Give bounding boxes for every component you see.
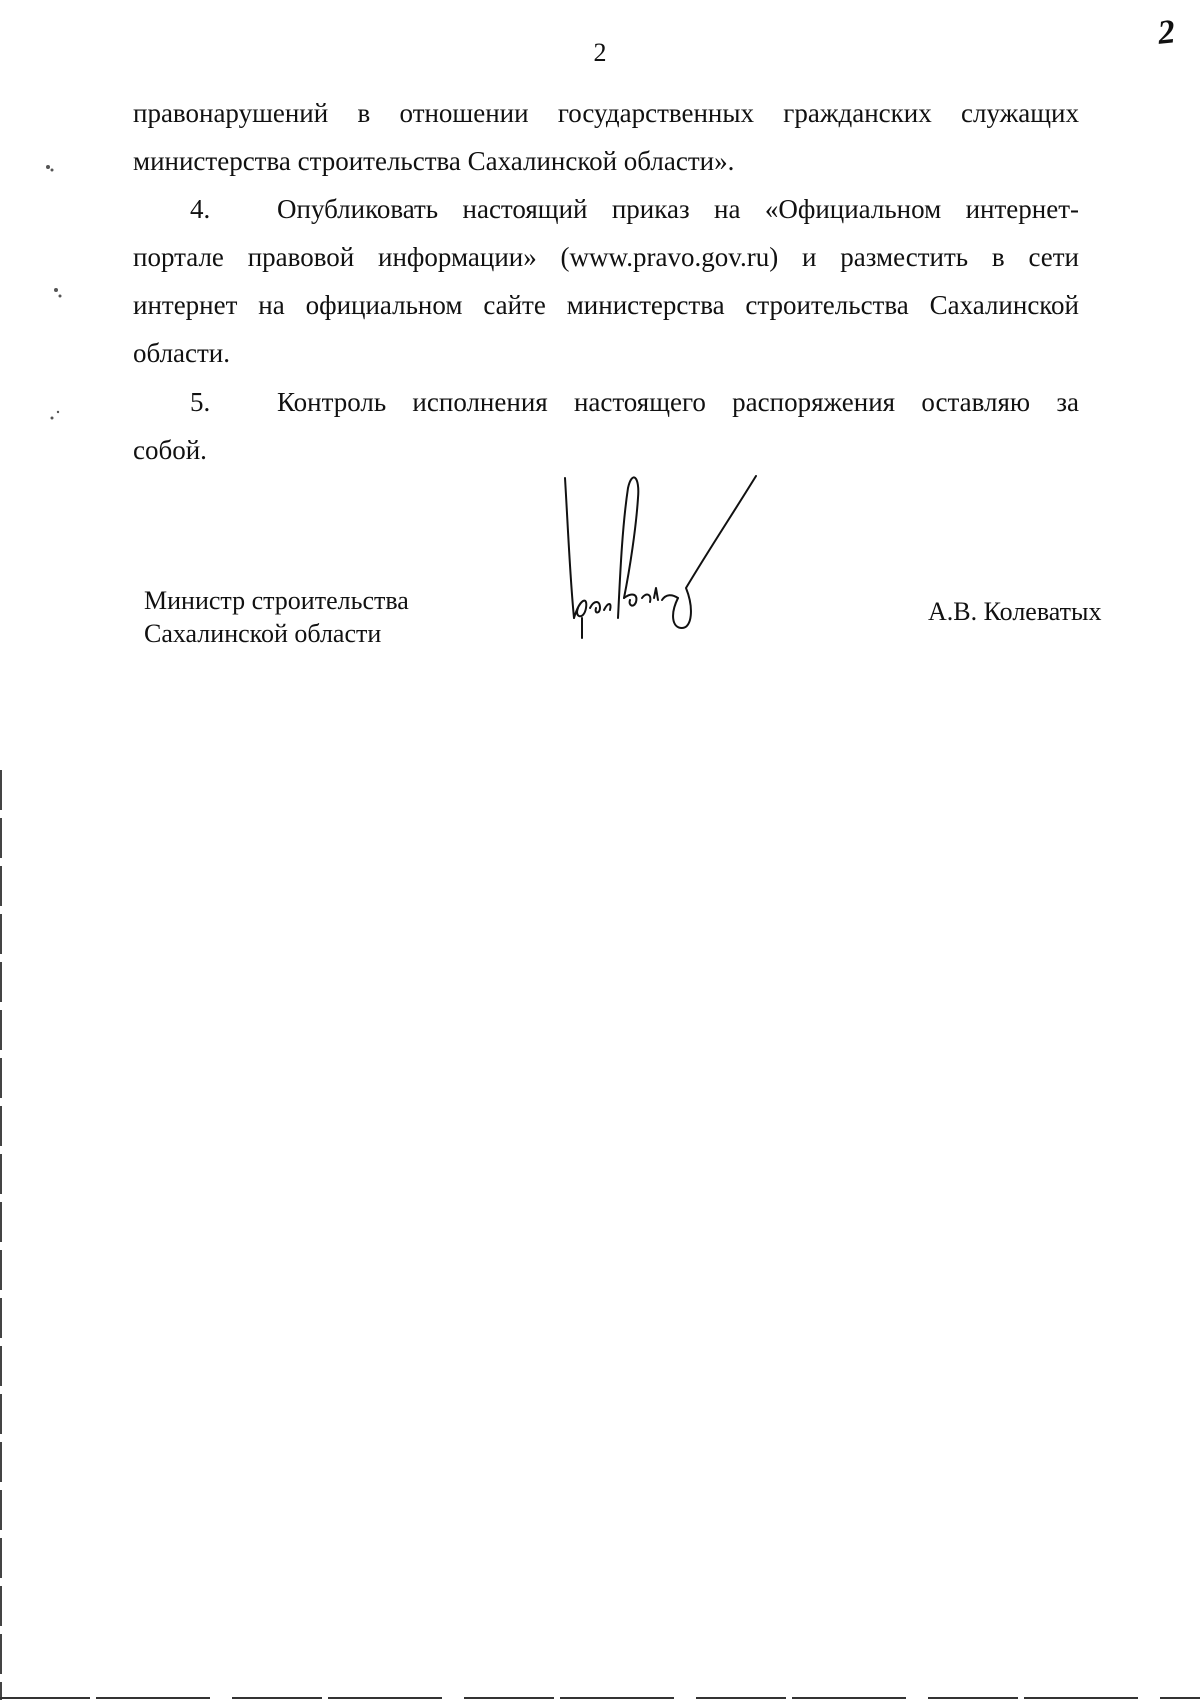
paragraph-line: портале правовой информации» (www.pravo.gov.ru) и разместить в сети [133, 242, 1079, 272]
item-number: 5. [190, 387, 211, 417]
signer-position-line: Министр строительства [144, 586, 409, 615]
signer-position-line: Сахалинской области [144, 619, 382, 648]
scan-edge-bottom [0, 1697, 1200, 1699]
signer-name: А.В. Колеватых [928, 597, 1102, 626]
paragraph-continuation [133, 89, 1079, 185]
paragraph-line: собой. [133, 435, 207, 465]
handwritten-page-number: 2 [1156, 13, 1177, 52]
page-number: 2 [593, 38, 607, 67]
scan-edge-left [0, 770, 2, 1700]
item-number: 4. [190, 194, 211, 224]
handwritten-signature [560, 468, 790, 658]
signer-position [144, 584, 409, 650]
paragraph-line: области. [133, 338, 231, 368]
scan-speck [0, 0, 80, 440]
paragraph-line: министерства строительства Сахалинской области». [133, 146, 735, 176]
paragraph-item-5 [133, 378, 1079, 474]
item-text: Опубликовать настоящий приказ на «Официальном интернет- [277, 194, 1079, 224]
item-text: Контроль исполнения настоящего распоряжения оставляю за [277, 387, 1079, 417]
paragraph-line [133, 378, 1079, 426]
paragraph-item-4 [133, 185, 1079, 377]
paragraph-line [133, 185, 1079, 233]
paragraph-line: интернет на официальном сайте министерства строительства Сахалинской [133, 290, 1079, 320]
paragraph-line: правонарушений в отношении государственных гражданских служащих [133, 98, 1079, 128]
